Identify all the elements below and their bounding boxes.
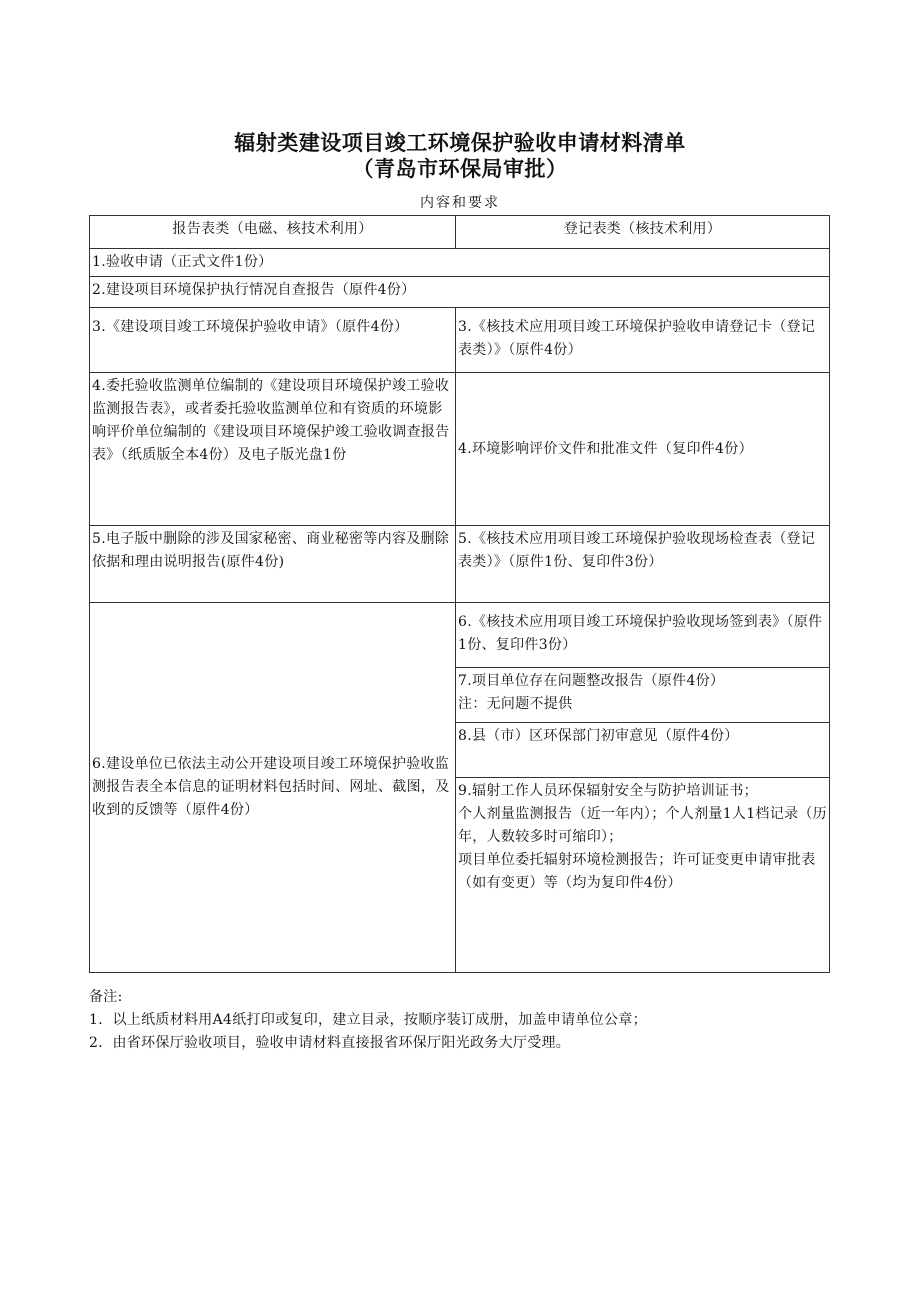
cell-public-disclosure-proof: 6.建设单位已依法主动公开建设项目竣工环境保护验收监测报告表全本信息的证明材料包括时间、网址、截图，及收到的反馈等（原件4份） <box>90 603 456 973</box>
header-report-form: 报告表类（电磁、核技术利用） <box>90 216 456 249</box>
cell-rectification-report <box>456 668 830 723</box>
note-item-2: 2．由省环保厅验收项目，验收申请材料直接报省环保厅阳光政务大厅受理。 <box>89 1035 571 1051</box>
table-row <box>90 603 830 668</box>
rectification-report-text: 7.项目单位存在问题整改报告（原件4份） <box>458 673 725 689</box>
table-row <box>90 526 830 603</box>
cell-registration-card: 3.《核技术应用项目竣工环境保护验收申请登记卡（登记表类）》（原件4份） <box>456 308 830 373</box>
cell-monitoring-report: 4.委托验收监测单位编制的《建设项目环境保护竣工验收监测报告表》，或者委托验收监测单位和有资质的环境影响评价单位编制的《建设项目环境保护竣工验收调查报告表》（纸质版全本4份）及电子版光盘1份 <box>90 373 456 526</box>
cell-eia-documents: 4.环境影响评价文件和批准文件（复印件4份） <box>456 373 830 526</box>
notes-label: 备注: <box>89 989 123 1005</box>
table-row <box>90 277 830 308</box>
cell-site-inspection-form: 5.《核技术应用项目竣工环境保护验收现场检查表（登记表类）》（原件1份、复印件3份） <box>456 526 830 603</box>
row-self-inspection-report: 2.建设项目环境保护执行情况自查报告（原件4份） <box>90 277 830 308</box>
environment-test-text: 项目单位委托辐射环境检测报告；许可证变更申请审批表（如有变更）等（均为复印件4份） <box>458 852 816 891</box>
note-item-1: 1．以上纸质材料用A4纸打印或复印，建立目录，按顺序装订成册，加盖申请单位公章； <box>89 1012 647 1028</box>
cell-training-certificates <box>456 778 830 973</box>
notes-section <box>89 986 849 1055</box>
document-subtitle: （青岛市环保局审批） <box>352 157 568 181</box>
dose-monitoring-text: 个人剂量监测报告（近一年内）；个人剂量1人1档记录（历年，人数较多时可缩印）； <box>458 806 827 845</box>
training-certificate-text: 9.辐射工作人员环保辐射安全与防护培训证书； <box>458 783 758 799</box>
cell-site-signin-form: 6.《核技术应用项目竣工环境保护验收现场签到表》（原件1份、复印件3份） <box>456 603 830 668</box>
table-caption: 内容和要求 <box>420 195 500 211</box>
table-row <box>90 249 830 277</box>
table-row <box>90 373 830 526</box>
cell-county-review-opinion: 8.县（市）区环保部门初审意见（原件4份） <box>456 723 830 778</box>
header-registration-form: 登记表类（核技术利用） <box>456 216 830 249</box>
table-row <box>90 308 830 373</box>
document-title: 辐射类建设项目竣工环境保护验收申请材料清单 <box>234 131 686 155</box>
cell-deletion-explanation: 5.电子版中删除的涉及国家秘密、商业秘密等内容及删除依据和理由说明报告(原件4份) <box>90 526 456 603</box>
rectification-note: 注：无问题不提供 <box>458 696 573 712</box>
cell-report-application: 3.《建设项目竣工环境保护验收申请》（原件4份） <box>90 308 456 373</box>
row-acceptance-application: 1.验收申请（正式文件1份） <box>90 249 830 277</box>
materials-table <box>89 215 830 973</box>
table-header-row <box>90 216 830 249</box>
